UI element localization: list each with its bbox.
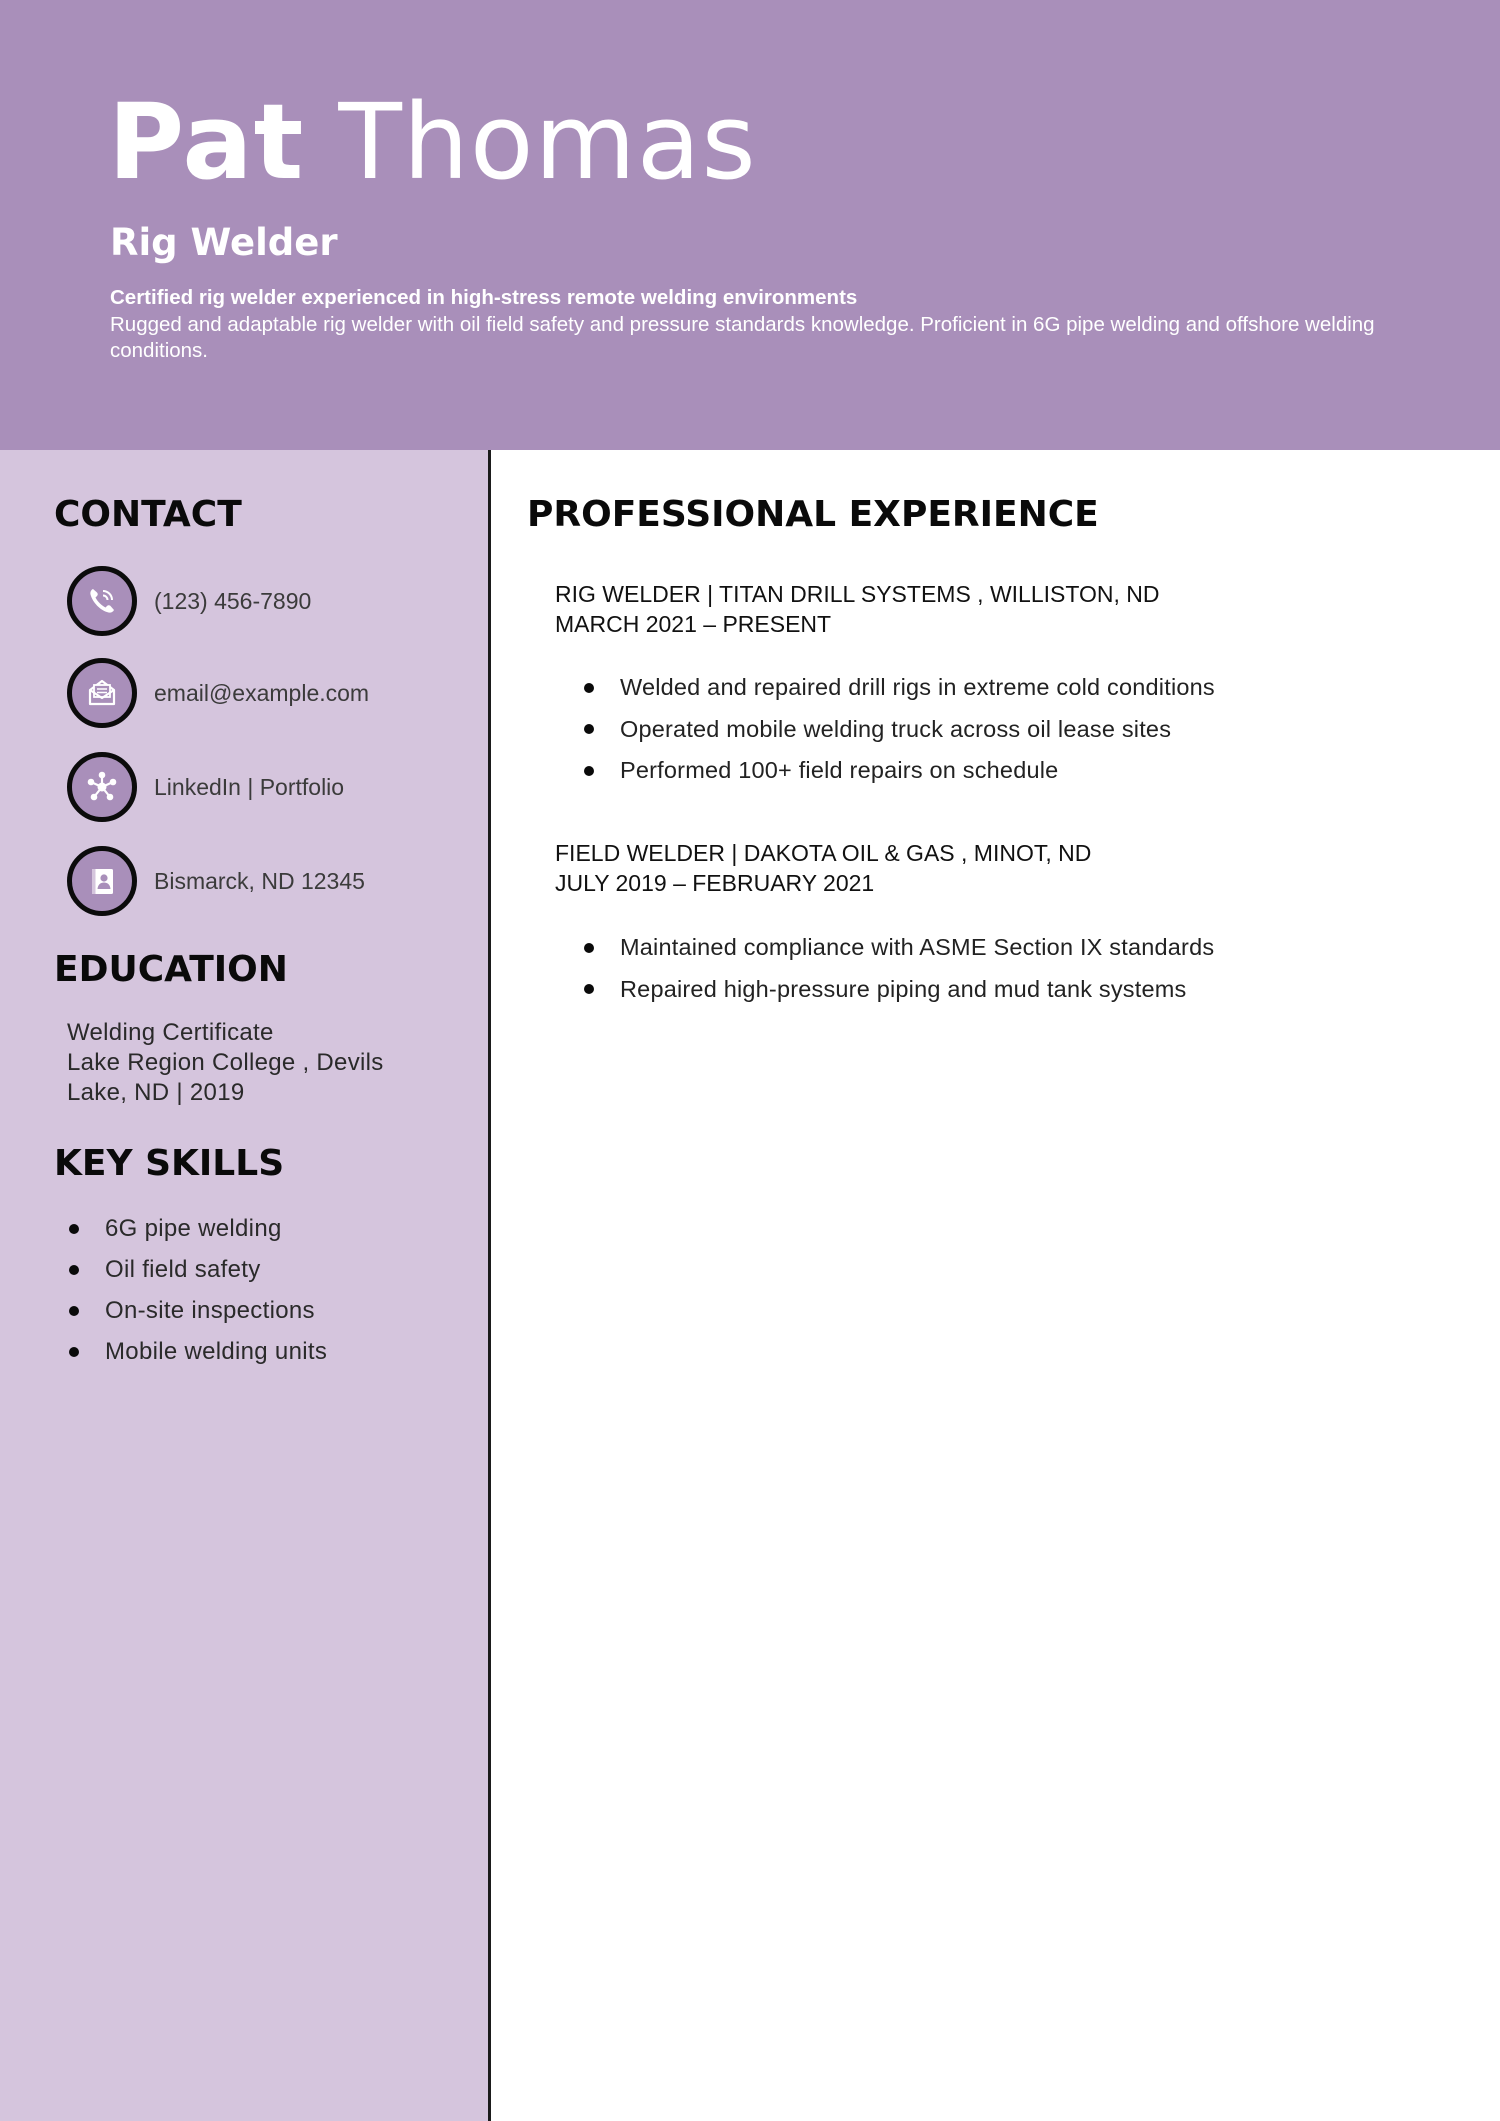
job-title-company: RIG WELDER | TITAN DRILL SYSTEMS , WILLISTON, ND <box>555 581 1160 607</box>
job-dates: MARCH 2021 – PRESENT <box>555 611 832 637</box>
network-icon <box>67 752 137 822</box>
education-heading: EDUCATION <box>54 949 288 990</box>
skill-item: Oil field safety <box>66 1249 327 1290</box>
email-icon <box>67 658 137 728</box>
job-2-duties <box>580 927 1214 1010</box>
job-title-company: FIELD WELDER | DAKOTA OIL & GAS , MINOT, ND <box>555 840 1092 866</box>
contact-address <box>67 846 365 916</box>
first-name: Pat <box>108 81 305 203</box>
address-book-icon <box>67 846 137 916</box>
phone-icon <box>67 566 137 636</box>
duty-item: Operated mobile welding truck across oil lease sites <box>580 709 1215 751</box>
education-degree: Welding Certificate <box>67 1019 274 1046</box>
job-entry-1-header <box>555 579 1160 639</box>
contact-email <box>67 658 369 728</box>
job-dates: JULY 2019 – FEBRUARY 2021 <box>555 870 875 896</box>
candidate-name <box>108 82 757 202</box>
education-school: Lake Region College , Devils Lake, ND | 2019 <box>67 1049 384 1106</box>
experience-heading: PROFESSIONAL EXPERIENCE <box>527 494 1099 535</box>
job-title: Rig Welder <box>110 221 338 264</box>
duty-item: Performed 100+ field repairs on schedule <box>580 750 1215 792</box>
contact-heading: CONTACT <box>54 494 242 535</box>
profile-summary <box>110 285 1410 365</box>
skills-heading: KEY SKILLS <box>54 1143 285 1184</box>
last-name: Thomas <box>338 81 757 203</box>
contact-links <box>67 752 344 822</box>
skill-item: On-site inspections <box>66 1290 327 1331</box>
phone-number[interactable]: (123) 456-7890 <box>154 587 312 614</box>
skill-item: 6G pipe welding <box>66 1208 327 1249</box>
education-entry <box>67 1018 427 1108</box>
column-divider <box>488 450 491 2121</box>
summary-headline: Certified rig welder experienced in high-stress remote welding environments <box>110 286 858 309</box>
resume-header <box>0 0 1500 450</box>
email-address[interactable]: email@example.com <box>154 679 370 706</box>
linkedin-portfolio-link[interactable]: LinkedIn | Portfolio <box>154 773 345 800</box>
skill-item: Mobile welding units <box>66 1331 327 1372</box>
contact-phone <box>67 566 311 636</box>
location: Bismarck, ND 12345 <box>154 867 365 894</box>
duty-item: Maintained compliance with ASME Section IX standards <box>580 927 1214 969</box>
summary-text: Rugged and adaptable rig welder with oil field safety and pressure standards knowledge. Proficient in 6G pipe welding and offshore welding conditions. <box>110 312 1375 362</box>
skills-list <box>66 1208 327 1372</box>
duty-item: Welded and repaired drill rigs in extreme cold conditions <box>580 667 1215 709</box>
duty-item: Repaired high-pressure piping and mud tank systems <box>580 969 1214 1011</box>
job-1-duties <box>580 667 1215 792</box>
job-entry-2-header <box>555 838 1091 898</box>
